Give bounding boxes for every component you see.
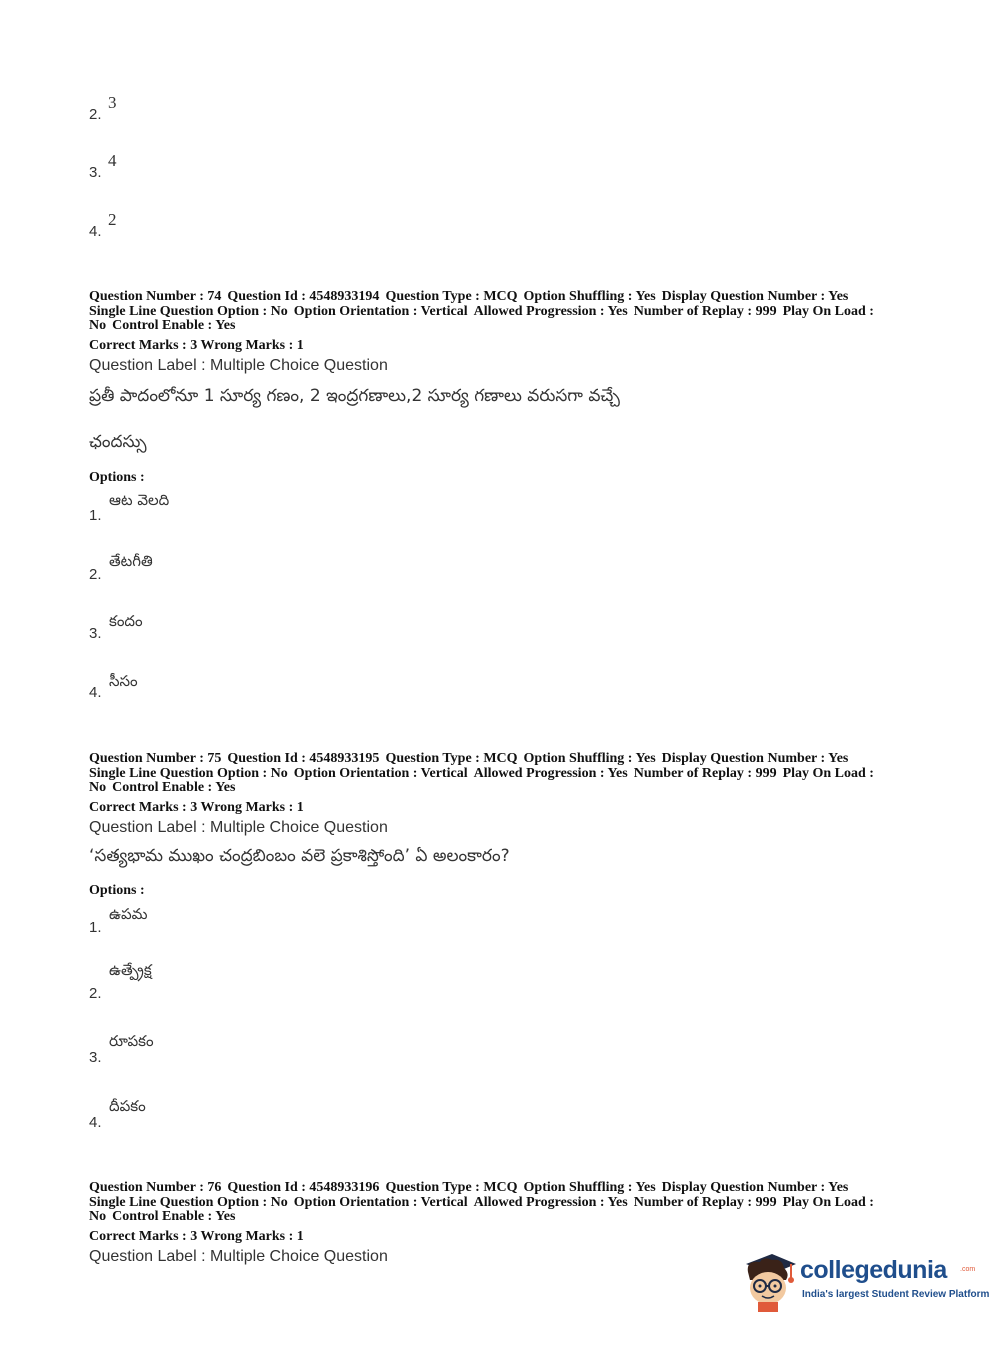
- question-label: Question Label : Multiple Choice Question: [89, 357, 388, 374]
- question-text: ఛందస్సు: [89, 432, 147, 452]
- option-number: 1.: [89, 507, 102, 524]
- option-value: తేటగీతి: [109, 552, 153, 570]
- option-value: 3: [108, 93, 117, 112]
- option-value: ఆట వెలది: [109, 491, 170, 509]
- option-value: ఉపమ: [109, 905, 148, 923]
- option-number: 3.: [89, 164, 102, 181]
- option-number: 2.: [89, 985, 102, 1002]
- option-value: సీసం: [109, 672, 138, 690]
- question-marks: Correct Marks : 3 Wrong Marks : 1: [89, 338, 304, 353]
- question-meta: Question Number : 75 Question Id : 4548933195 Question Type : MCQ Option Shuffling : Yes Display Question Number : Yes Single Line Question Option : No Option Orientation : Vertical Allowed Progression : Yes Number of Replay : 999 Play On Load : No Control Enable : Yes: [89, 751, 874, 795]
- options-header: Options :: [89, 883, 145, 898]
- question-label: Question Label : Multiple Choice Question: [89, 819, 388, 836]
- option-number: 4.: [89, 223, 102, 240]
- option-value: 4: [108, 151, 117, 170]
- logo-com: .com: [960, 1266, 976, 1273]
- mascot-icon: [742, 1250, 798, 1314]
- option-number: 4.: [89, 1114, 102, 1131]
- option-number: 4.: [89, 684, 102, 701]
- question-marks: Correct Marks : 3 Wrong Marks : 1: [89, 800, 304, 815]
- question-label: Question Label : Multiple Choice Question: [89, 1248, 388, 1265]
- option-value: ఉత్ప్రేక్ష: [109, 961, 152, 979]
- question-meta: Question Number : 74 Question Id : 4548933194 Question Type : MCQ Option Shuffling : Yes Display Question Number : Yes Single Line Question Option : No Option Orientation : Vertical Allowed Progression : Yes Number of Replay : 999 Play On Load : No Control Enable : Yes: [89, 289, 874, 333]
- option-value: దీపకం: [109, 1097, 146, 1115]
- option-value: రూపకం: [109, 1032, 154, 1050]
- option-number: 3.: [89, 625, 102, 642]
- logo-tagline: India's largest Student Review Platform: [802, 1289, 990, 1300]
- option-number: 2.: [89, 106, 102, 123]
- option-value: 2: [108, 210, 117, 229]
- question-meta: Question Number : 76 Question Id : 4548933196 Question Type : MCQ Option Shuffling : Yes Display Question Number : Yes Single Line Question Option : No Option Orientation : Vertical Allowed Progression : Yes Number of Replay : 999 Play On Load : No Control Enable : Yes: [89, 1180, 874, 1224]
- option-number: 1.: [89, 919, 102, 936]
- question-text: ‘సత్యభామ ముఖం చంద్రబింబం వలె ప్రకాశిస్తోంది’ ఏ అలంకారం?: [89, 846, 510, 866]
- question-text: ప్రతీ పాదంలోనూ 1 సూర్య గణం, 2 ఇంద్రగణాలు,2 సూర్య గణాలు వరుసగా వచ్చే: [89, 386, 620, 406]
- options-header: Options :: [89, 470, 145, 485]
- collegedunia-logo: [742, 1250, 990, 1320]
- option-number: 2.: [89, 566, 102, 583]
- logo-name: collegedunia: [800, 1256, 947, 1284]
- question-marks: Correct Marks : 3 Wrong Marks : 1: [89, 1229, 304, 1244]
- option-value: కందం: [109, 612, 143, 630]
- option-number: 3.: [89, 1049, 102, 1066]
